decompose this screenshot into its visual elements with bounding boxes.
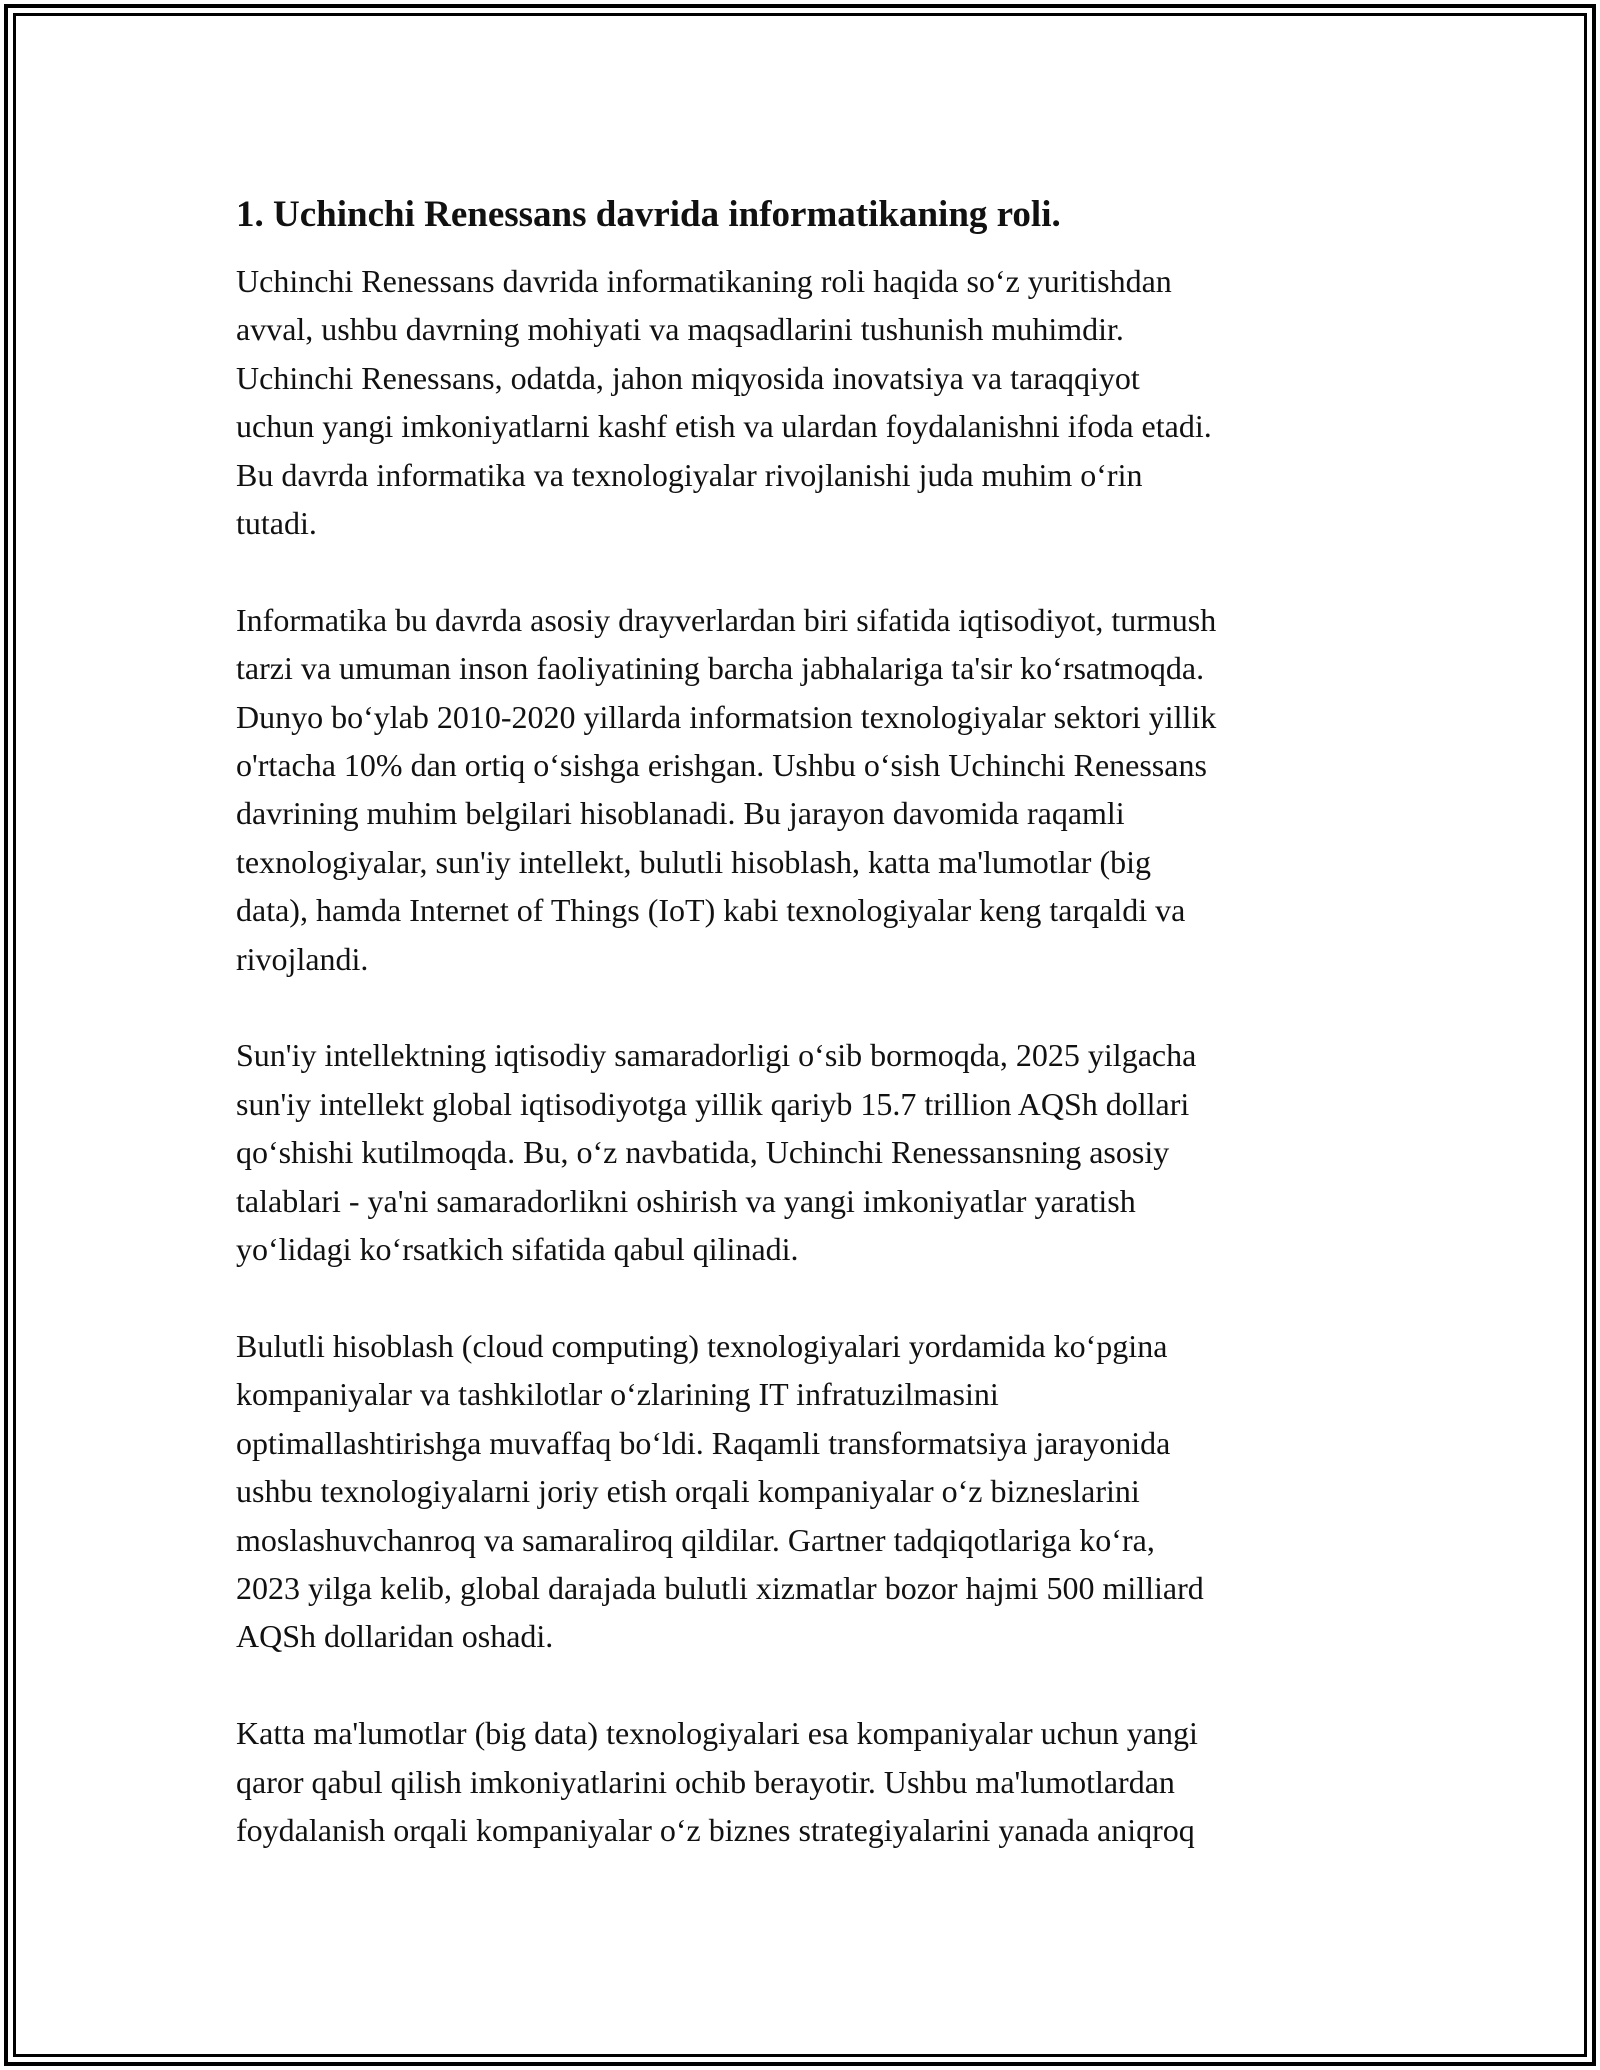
text-line: tutadi.: [236, 505, 317, 542]
text-line: o'rtacha 10% dan ortiq o‘sishga erishgan. Ushbu o‘sish Uchinchi Renessans: [236, 747, 1207, 784]
paragraph: [236, 1031, 1368, 1273]
text-line: qaror qabul qilish imkoniyatlarini ochib berayotir. Ushbu ma'lumotlardan: [236, 1763, 1175, 1800]
text-line: Bulutli hisoblash (cloud computing) texnologiyalari yordamida ko‘pgina: [236, 1327, 1168, 1364]
text-line: ushbu texnologiyalarni joriy etish orqali kompaniyalar o‘z bizneslarini: [236, 1473, 1140, 1510]
text-line: tarzi va umuman inson faoliyatining barcha jabhalariga ta'sir ko‘rsatmoqda.: [236, 650, 1205, 687]
text-line: kompaniyalar va tashkilotlar o‘zlarining IT infratuzilmasini: [236, 1376, 999, 1413]
text-line: uchun yangi imkoniyatlarni kashf etish va ulardan foydalanishni ifoda etadi.: [236, 408, 1212, 445]
text-line: Informatika bu davrda asosiy drayverlardan biri sifatida iqtisodiyot, turmush: [236, 601, 1217, 638]
text-line: yo‘lidagi ko‘rsatkich sifatida qabul qilinadi.: [236, 1231, 799, 1268]
paragraph-list: [236, 257, 1368, 1854]
text-line: optimallashtirishga muvaffaq bo‘ldi. Raqamli transformatsiya jarayonida: [236, 1424, 1171, 1461]
document-body: [236, 188, 1368, 1854]
text-line: Uchinchi Renessans davrida informatikaning roli haqida so‘z yuritishdan: [236, 263, 1172, 299]
text-line: avval, ushbu davrning mohiyati va maqsadlarini tushunish muhimdir.: [236, 311, 1124, 348]
text-line: moslashuvchanroq va samaraliroq qildilar. Gartner tadqiqotlariga ko‘ra,: [236, 1521, 1155, 1558]
text-line: Bu davrda informatika va texnologiyalar rivojlanishi juda muhim o‘rin: [236, 456, 1143, 493]
text-line: sun'iy intellekt global iqtisodiyotga yillik qariyb 15.7 trillion AQSh dollari: [236, 1085, 1190, 1122]
text-line: davrining muhim belgilari hisoblanadi. Bu jarayon davomida raqamli: [236, 795, 1125, 832]
text-line: data), hamda Internet of Things (IoT) kabi texnologiyalar keng tarqaldi va: [236, 892, 1186, 929]
text-line: qo‘shishi kutilmoqda. Bu, o‘z navbatida, Uchinchi Renessansning asosiy: [236, 1134, 1170, 1171]
text-line: texnologiyalar, sun'iy intellekt, bulutli hisoblash, katta ma'lumotlar (big: [236, 843, 1151, 880]
text-line: Katta ma'lumotlar (big data) texnologiyalari esa kompaniyalar uchun yangi: [236, 1715, 1198, 1752]
paragraph: [236, 1322, 1368, 1661]
section-heading: 1. Uchinchi Renessans davrida informatikaning roli.: [236, 194, 1061, 235]
text-line: foydalanish orqali kompaniyalar o‘z biznes strategiyalarini yanada aniqroq: [236, 1811, 1195, 1848]
text-line: Uchinchi Renessans, odatda, jahon miqyosida inovatsiya va taraqqiyot: [236, 359, 1140, 396]
text-line: Dunyo bo‘ylab 2010-2020 yillarda informatsion texnologiyalar sektori yillik: [236, 698, 1217, 735]
text-line: 2023 yilga kelib, global darajada bulutli xizmatlar bozor hajmi 500 milliard: [236, 1569, 1204, 1606]
paragraph: [236, 1709, 1368, 1854]
text-line: rivojlandi.: [236, 940, 369, 977]
text-line: Sun'iy intellektning iqtisodiy samaradorligi o‘sib bormoqda, 2025 yilgacha: [236, 1037, 1197, 1074]
paragraph: [236, 257, 1368, 547]
text-line: AQSh dollaridan oshadi.: [236, 1618, 554, 1655]
text-line: talablari - ya'ni samaradorlikni oshirish va yangi imkoniyatlar yaratish: [236, 1182, 1136, 1219]
paragraph: [236, 596, 1368, 983]
